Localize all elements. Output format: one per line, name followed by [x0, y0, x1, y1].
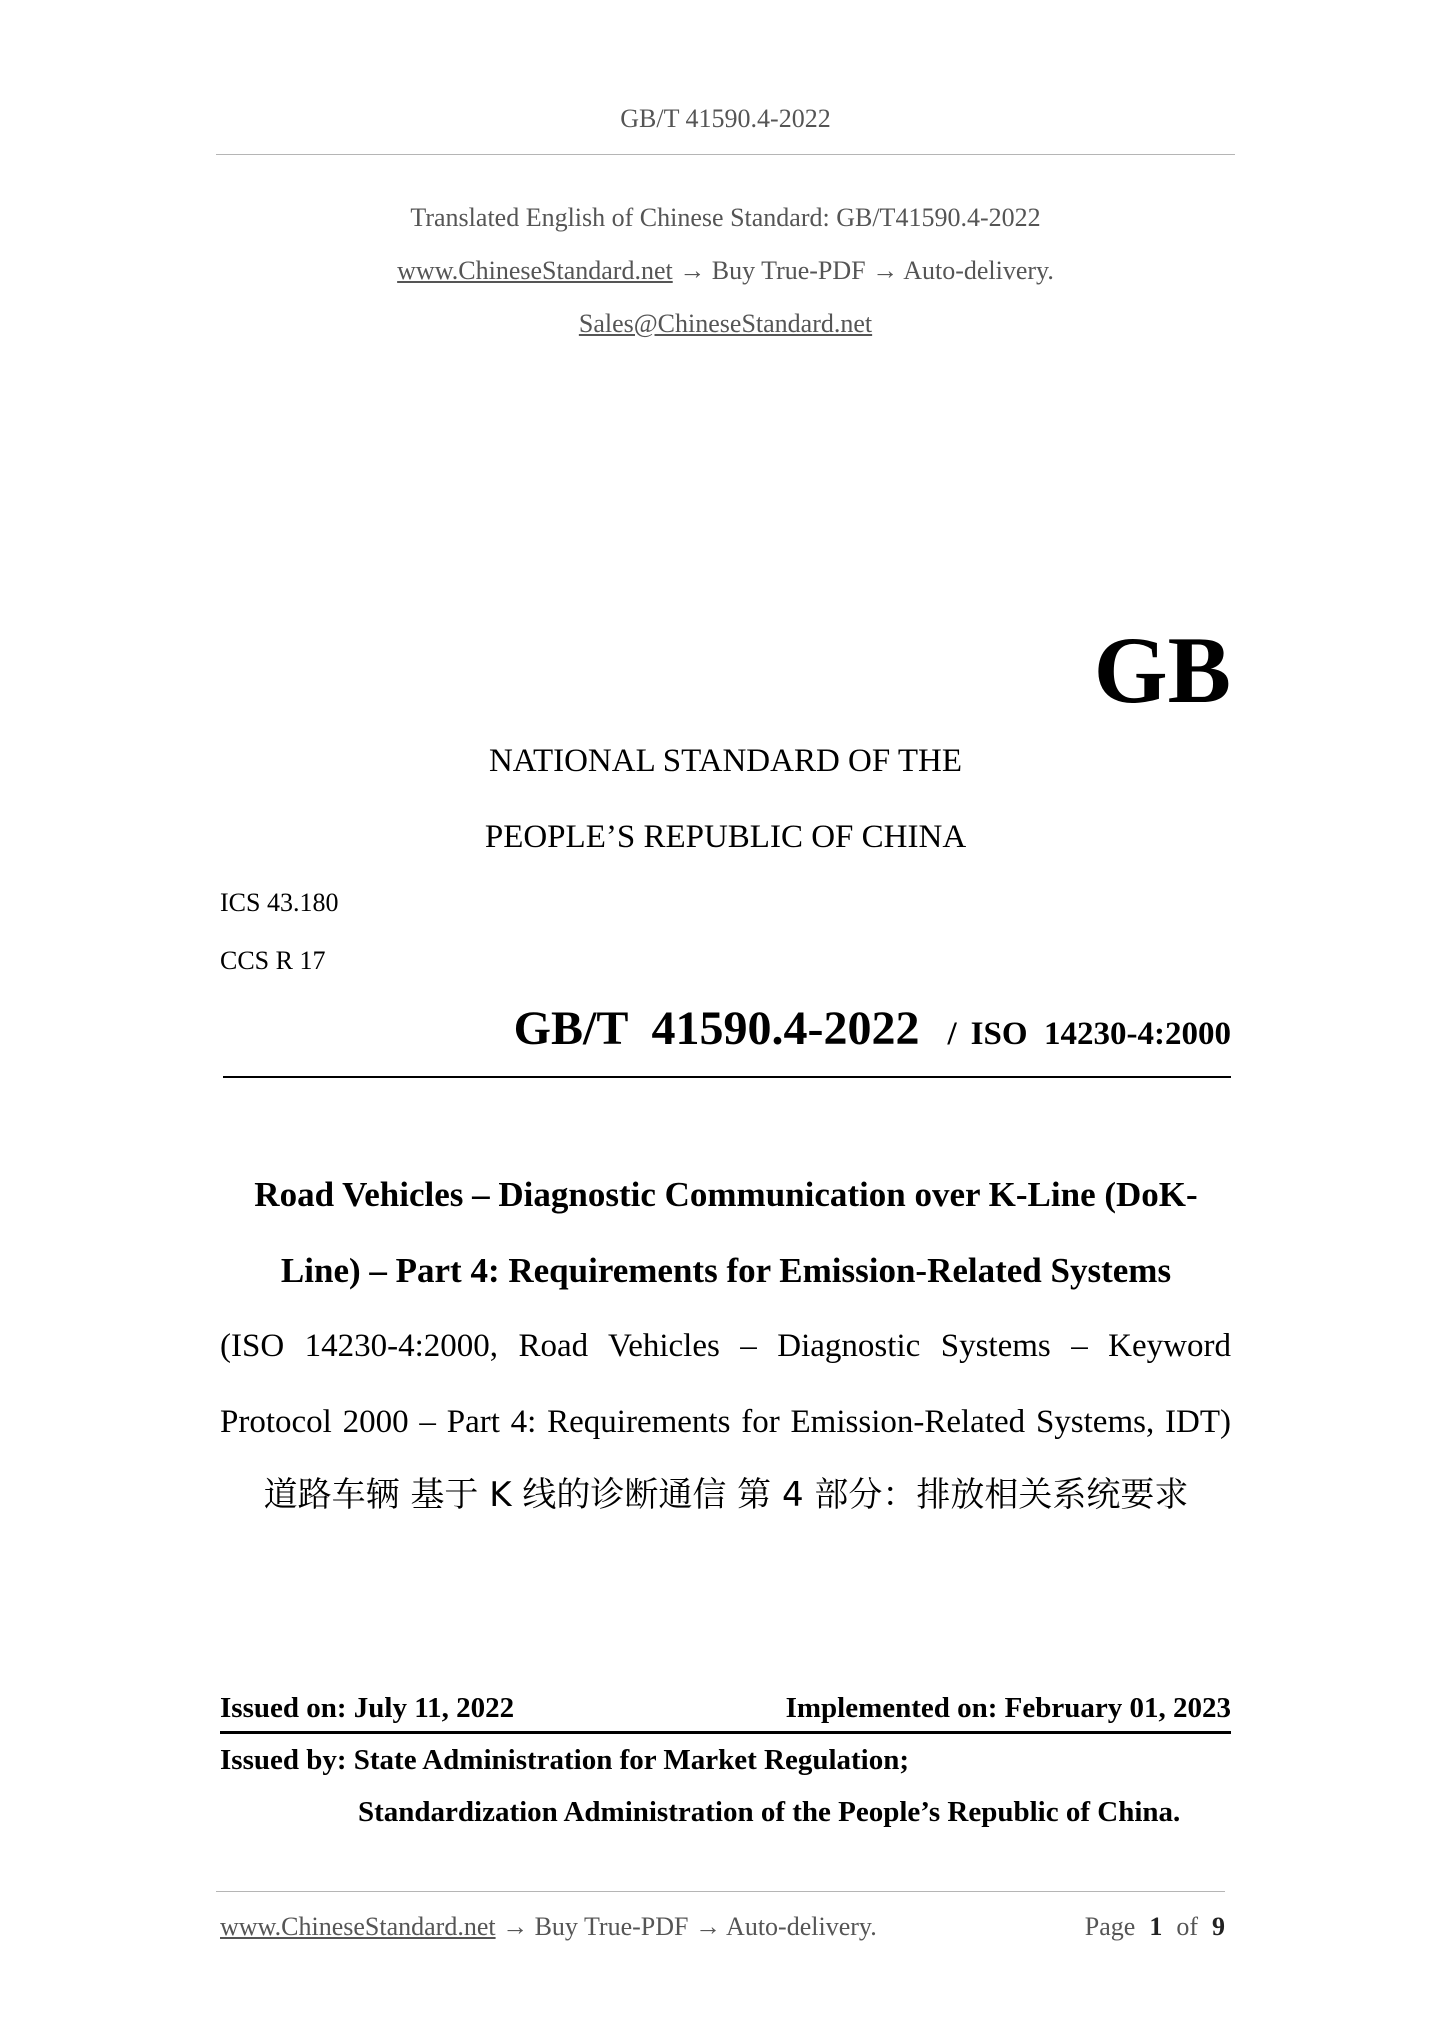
- footer-divider: [216, 1891, 1225, 1892]
- issued-by-line-2: Standardization Administration of the People’s Republic of China.: [358, 1796, 1181, 1828]
- page-total: 9: [1212, 1912, 1225, 1941]
- english-title-line-2: Line) – Part 4: Requirements for Emission-Related Systems: [280, 1251, 1172, 1290]
- issue-dates-divider: [220, 1731, 1231, 1734]
- promo-sales-line: [216, 311, 1235, 337]
- standard-slash: /: [947, 1016, 957, 1052]
- footer: [220, 1914, 1225, 1940]
- page-current: 1: [1149, 1912, 1163, 1941]
- standard-number-row: [513, 1002, 1231, 1055]
- issued-on-date: Issued on: July 11, 2022: [220, 1692, 515, 1724]
- page-indicator: [1085, 1914, 1225, 1940]
- promo-site-tail: → Buy True-PDF → Auto-delivery.: [672, 256, 1054, 285]
- english-title-line-1: Road Vehicles – Diagnostic Communication over K-Line (DoK-: [254, 1175, 1198, 1214]
- site-link[interactable]: www.ChineseStandard.net: [397, 256, 673, 285]
- promo-site-line: [216, 258, 1235, 284]
- page-label: Page: [1084, 1912, 1136, 1941]
- header-divider: [216, 154, 1235, 155]
- page-of-label: of: [1176, 1912, 1198, 1941]
- footer-site-line: [220, 1914, 877, 1940]
- chinese-title: 道路车辆 基于 K 线的诊断通信 第 4 部分：排放相关系统要求: [263, 1475, 1189, 1515]
- sales-email-link[interactable]: Sales@ChineseStandard.net: [578, 309, 873, 338]
- footer-site-tail: → Buy True-PDF → Auto-delivery.: [495, 1912, 877, 1941]
- iso-equivalent-line-1: (ISO 14230-4:2000, Road Vehicles – Diagnostic Systems – Keyword: [220, 1328, 1231, 1364]
- implemented-on-date: Implemented on: February 01, 2023: [785, 1692, 1231, 1724]
- iso-reference: ISO 14230-4:2000: [970, 1016, 1231, 1052]
- running-header-doc-id: GB/T 41590.4-2022: [620, 104, 831, 133]
- ccs-code: CCS R 17: [220, 946, 326, 975]
- issued-by-line-1: Issued by: State Administration for Market Regulation;: [220, 1744, 910, 1776]
- national-standard-line-1: NATIONAL STANDARD OF THE: [488, 743, 963, 779]
- gb-mark: GB: [1093, 617, 1231, 723]
- standard-number-divider: [223, 1076, 1231, 1078]
- iso-equivalent-line-2: Protocol 2000 – Part 4: Requirements for Emission-Related Systems, IDT): [220, 1404, 1231, 1440]
- footer-site-link[interactable]: www.ChineseStandard.net: [220, 1912, 496, 1941]
- ics-code: ICS 43.180: [220, 888, 339, 917]
- translated-standard-line: Translated English of Chinese Standard: GB/T41590.4-2022: [410, 203, 1041, 232]
- national-standard-line-2: PEOPLE’S REPUBLIC OF CHINA: [484, 819, 967, 855]
- standard-number: GB/T 41590.4-2022: [513, 1002, 920, 1055]
- issue-dates-row: [220, 1694, 1231, 1723]
